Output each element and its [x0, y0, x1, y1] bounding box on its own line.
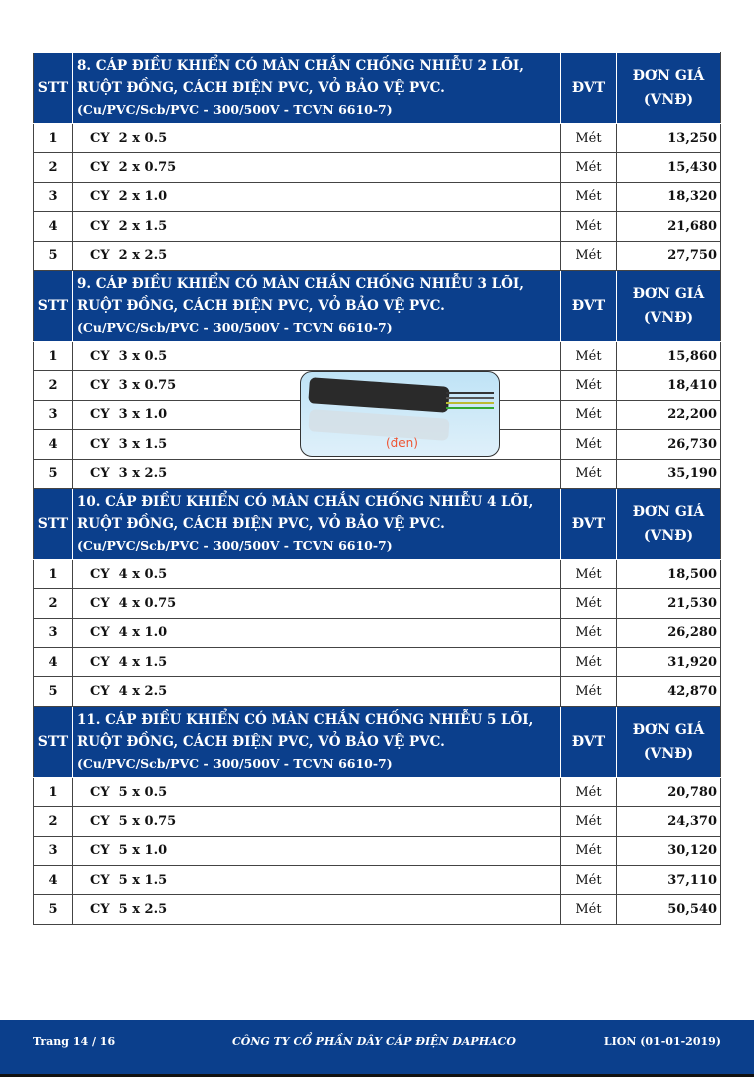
cable-photo	[300, 371, 500, 457]
row-number: 3	[34, 182, 73, 211]
price-header-line: ĐƠN GIÁ	[632, 503, 705, 520]
unit-price: 18,320	[617, 182, 721, 211]
unit-header: ĐVT	[561, 488, 617, 559]
product-code: CY 4 x 0.75	[73, 589, 561, 618]
price-header-line: (VNĐ)	[643, 745, 694, 762]
product-code: CY 4 x 0.5	[73, 559, 561, 588]
table-row	[34, 559, 721, 588]
section-title-line: 10. CÁP ĐIỀU KHIỂN CÓ MÀN CHẮN CHỐNG NHIỄU 4 LÕI,	[77, 493, 534, 510]
row-number: 1	[34, 777, 73, 806]
unit: Mét	[561, 341, 617, 370]
unit: Mét	[561, 153, 617, 182]
section-header	[34, 488, 721, 559]
row-number: 2	[34, 153, 73, 182]
unit-price: 26,730	[617, 430, 721, 459]
unit-price: 15,430	[617, 153, 721, 182]
row-number: 3	[34, 618, 73, 647]
table-row	[34, 895, 721, 924]
unit: Mét	[561, 124, 617, 153]
row-number: 4	[34, 866, 73, 895]
table-row	[34, 807, 721, 836]
unit-price: 21,680	[617, 212, 721, 241]
unit: Mét	[561, 895, 617, 924]
section-header	[34, 270, 721, 341]
table-row	[34, 648, 721, 677]
row-number: 5	[34, 895, 73, 924]
section-title-line: 9. CÁP ĐIỀU KHIỂN CÓ MÀN CHẮN CHỐNG NHIỄU 3 LÕI,	[77, 275, 524, 292]
company-name: CÔNG TY CỔ PHẦN DÂY CÁP ĐIỆN DAPHACO	[232, 1035, 516, 1048]
table-row	[34, 182, 721, 211]
unit-header: ĐVT	[561, 53, 617, 124]
unit: Mét	[561, 677, 617, 706]
product-code: CY 4 x 1.0	[73, 618, 561, 647]
unit: Mét	[561, 777, 617, 806]
section-title-line: RUỘT ĐỒNG, CÁCH ĐIỆN PVC, VỎ BẢO VỆ PVC.	[77, 733, 445, 750]
row-number: 5	[34, 677, 73, 706]
row-number: 1	[34, 559, 73, 588]
row-number: 4	[34, 648, 73, 677]
product-code: CY 5 x 1.5	[73, 866, 561, 895]
unit-price: 15,860	[617, 341, 721, 370]
product-code: CY 2 x 1.0	[73, 182, 561, 211]
stt-header: STT	[34, 53, 73, 124]
product-code: CY 2 x 1.5	[73, 212, 561, 241]
stt-header: STT	[34, 488, 73, 559]
section-spec: (Cu/PVC/Scb/PVC - 300/500V - TCVN 6610-7)	[77, 537, 393, 553]
product-code: CY 2 x 0.75	[73, 153, 561, 182]
unit: Mét	[561, 371, 617, 400]
stt-header: STT	[34, 270, 73, 341]
unit-price: 24,370	[617, 807, 721, 836]
unit-price: 31,920	[617, 648, 721, 677]
unit: Mét	[561, 559, 617, 588]
table-row	[34, 618, 721, 647]
unit-header: ĐVT	[561, 270, 617, 341]
section-title	[73, 53, 561, 124]
product-code: CY 3 x 1.5	[73, 430, 561, 459]
product-code: CY 4 x 2.5	[73, 677, 561, 706]
unit-price: 18,500	[617, 559, 721, 588]
table-row	[34, 341, 721, 370]
unit-price: 18,410	[617, 371, 721, 400]
section-title-line: 11. CÁP ĐIỀU KHIỂN CÓ MÀN CHẮN CHỐNG NHIỄU 5 LÕI,	[77, 711, 534, 728]
price-header-line: ĐƠN GIÁ	[632, 285, 705, 302]
unit: Mét	[561, 212, 617, 241]
image-caption: (đen)	[386, 436, 418, 450]
table-row	[34, 866, 721, 895]
unit: Mét	[561, 807, 617, 836]
unit: Mét	[561, 400, 617, 429]
table-row	[34, 836, 721, 865]
product-code: CY 3 x 0.5	[73, 341, 561, 370]
row-number: 1	[34, 341, 73, 370]
unit: Mét	[561, 459, 617, 488]
row-number: 5	[34, 459, 73, 488]
price-header-line: (VNĐ)	[643, 92, 694, 108]
price-header-line: ĐƠN GIÁ	[632, 721, 705, 738]
product-code: CY 3 x 0.75	[73, 371, 561, 400]
row-number: 1	[34, 124, 73, 153]
product-code: CY 4 x 1.5	[73, 648, 561, 677]
unit: Mét	[561, 866, 617, 895]
product-code: CY 3 x 1.0	[73, 400, 561, 429]
unit-price: 27,750	[617, 241, 721, 270]
row-number: 2	[34, 807, 73, 836]
table-row	[34, 212, 721, 241]
section-title-line: RUỘT ĐỒNG, CÁCH ĐIỆN PVC, VỎ BẢO VỆ PVC.	[77, 80, 445, 96]
page-number: Trang 14 / 16	[33, 1035, 116, 1048]
section-spec: (Cu/PVC/Scb/PVC - 300/500V - TCVN 6610-7)	[77, 102, 393, 117]
section-title-line: 8. CÁP ĐIỀU KHIỂN CÓ MÀN CHẮN CHỐNG NHIỄU 2 LÕI,	[77, 58, 524, 74]
page-footer	[0, 1020, 754, 1074]
unit: Mét	[561, 589, 617, 618]
unit-price: 22,200	[617, 400, 721, 429]
price-table	[33, 52, 721, 925]
product-code: CY 3 x 2.5	[73, 459, 561, 488]
price-header	[617, 706, 721, 777]
table-row	[34, 677, 721, 706]
row-number: 3	[34, 400, 73, 429]
unit-price: 26,280	[617, 618, 721, 647]
section-spec: (Cu/PVC/Scb/PVC - 300/500V - TCVN 6610-7)	[77, 319, 393, 335]
section-title	[73, 488, 561, 559]
row-number: 4	[34, 212, 73, 241]
price-header	[617, 270, 721, 341]
unit-price: 35,190	[617, 459, 721, 488]
unit-price: 50,540	[617, 895, 721, 924]
row-number: 2	[34, 589, 73, 618]
price-header	[617, 488, 721, 559]
unit: Mét	[561, 430, 617, 459]
product-code: CY 5 x 0.75	[73, 807, 561, 836]
product-code: CY 5 x 0.5	[73, 777, 561, 806]
unit-price: 20,780	[617, 777, 721, 806]
section-spec: (Cu/PVC/Scb/PVC - 300/500V - TCVN 6610-7)	[77, 755, 393, 771]
row-number: 3	[34, 836, 73, 865]
section-header	[34, 53, 721, 124]
row-number: 2	[34, 371, 73, 400]
version-date: LION (01-01-2019)	[603, 1035, 721, 1048]
unit-price: 13,250	[617, 124, 721, 153]
section-title-line: RUỘT ĐỒNG, CÁCH ĐIỆN PVC, VỎ BẢO VỆ PVC.	[77, 297, 445, 314]
section-header	[34, 706, 721, 777]
table-row	[34, 777, 721, 806]
row-number: 4	[34, 430, 73, 459]
table-row	[34, 241, 721, 270]
unit: Mét	[561, 182, 617, 211]
table-row	[34, 459, 721, 488]
unit: Mét	[561, 618, 617, 647]
table-row	[34, 589, 721, 618]
price-header	[617, 53, 721, 124]
unit-price: 42,870	[617, 677, 721, 706]
unit-price: 30,120	[617, 836, 721, 865]
price-header-line: (VNĐ)	[643, 309, 694, 326]
stt-header: STT	[34, 706, 73, 777]
unit: Mét	[561, 241, 617, 270]
unit-price: 37,110	[617, 866, 721, 895]
section-title-line: RUỘT ĐỒNG, CÁCH ĐIỆN PVC, VỎ BẢO VỆ PVC.	[77, 515, 445, 532]
unit: Mét	[561, 836, 617, 865]
table-row	[34, 124, 721, 153]
unit-header: ĐVT	[561, 706, 617, 777]
unit: Mét	[561, 648, 617, 677]
section-title	[73, 706, 561, 777]
product-code: CY 2 x 0.5	[73, 124, 561, 153]
product-code: CY 5 x 2.5	[73, 895, 561, 924]
price-header-line: ĐƠN GIÁ	[632, 68, 705, 84]
product-code: CY 5 x 1.0	[73, 836, 561, 865]
row-number: 5	[34, 241, 73, 270]
product-code: CY 2 x 2.5	[73, 241, 561, 270]
unit-price: 21,530	[617, 589, 721, 618]
price-header-line: (VNĐ)	[643, 527, 694, 544]
table-row	[34, 153, 721, 182]
section-title	[73, 270, 561, 341]
